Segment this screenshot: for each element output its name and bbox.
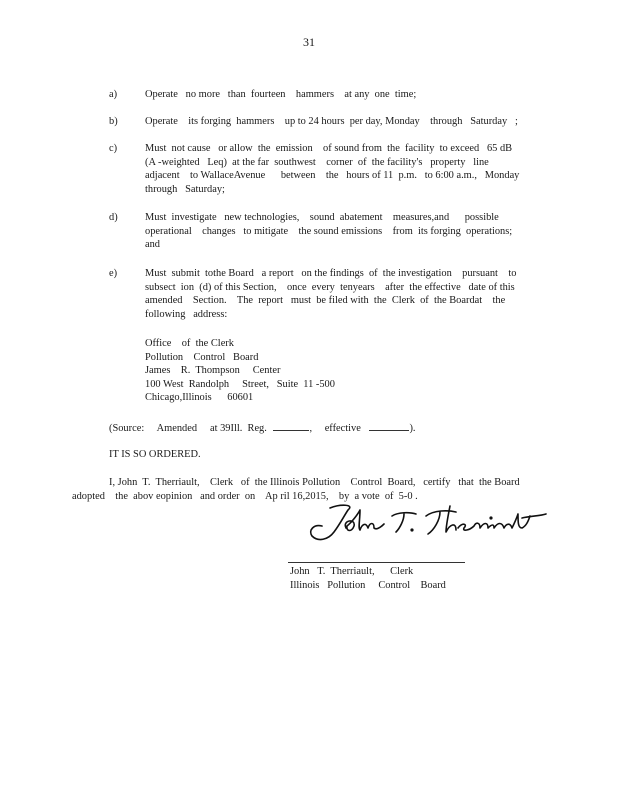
item-line: Must investigate new technologies, sound abatement measures,and possible: [145, 212, 499, 223]
source-citation: [109, 420, 416, 436]
source-prefix: (Source: Amended at 39Ill. Reg.: [109, 423, 267, 434]
page-number: 31: [303, 35, 315, 49]
item-text: [145, 211, 533, 252]
signer-name: John T. Therriault, Clerk: [290, 566, 414, 577]
signature-line: [288, 562, 465, 563]
item-line: operational changes to mitigate the sound emissions from its forging operations;: [145, 225, 513, 237]
ordered-statement: IT IS SO ORDERED.: [109, 449, 201, 460]
source-effective: effective: [324, 423, 361, 434]
item-line: Must submit tothe Board a report on the findings of the investigation pursuant to: [145, 268, 517, 279]
address-line: James R. Thompson Center: [145, 365, 281, 377]
address-line: 100 West Randolph Street, Suite 11 -500: [145, 378, 335, 390]
item-label: e): [109, 268, 118, 279]
item-text: [145, 115, 533, 129]
source-comma: ,: [309, 423, 313, 434]
item-line: and: [145, 239, 161, 251]
address-line: Office of the Clerk: [145, 338, 234, 349]
item-label: b): [109, 116, 118, 127]
item-line: (A -weighted Leq) at the far southwest corner of the facility's property line: [145, 156, 489, 168]
certification-line: I, John T. Therriault, Clerk of the Illinois Pollution Control Board, certify that the Board: [109, 477, 520, 488]
item-line: subsect ion (d) of this Section, once every tenyears after the effective date of this: [145, 281, 515, 293]
effective-blank: [369, 420, 409, 431]
item-label: a): [109, 89, 118, 100]
item-line: Operate its forging hammers up to 24 hours per day, Monday through Saturday ;: [145, 116, 518, 127]
reg-blank: [273, 420, 309, 431]
item-text: [145, 88, 533, 102]
item-text: [145, 142, 533, 196]
item-line: Operate no more than fourteen hammers at any one time;: [145, 89, 417, 100]
signer-organization: Illinois Pollution Control Board: [290, 579, 446, 591]
address-line: Chicago,Illinois 60601: [145, 392, 254, 404]
address-block: [145, 337, 335, 405]
handwritten-signature: [300, 500, 550, 550]
item-label: d): [109, 212, 118, 223]
item-line: Must not cause or allow the emission of sound from the facility to exceed 65 dB: [145, 143, 513, 154]
item-line: following address:: [145, 308, 228, 320]
certification-line: adopted the abov eopinion and order on Ap ril 16,2015, by a vote of 5-0 .: [72, 490, 418, 502]
item-line: adjacent to WallaceAvenue between the hours of 11 p.m. to 6:00 a.m., Monday: [145, 170, 520, 182]
item-text: [145, 267, 533, 321]
item-line: amended Section. The report must be filed with the Clerk of the Boardat the: [145, 295, 506, 307]
source-suffix: ).: [409, 423, 416, 434]
address-line: Pollution Control Board: [145, 351, 259, 363]
item-line: through Saturday;: [145, 183, 225, 195]
signer-block: [290, 565, 446, 592]
item-label: c): [109, 143, 118, 154]
